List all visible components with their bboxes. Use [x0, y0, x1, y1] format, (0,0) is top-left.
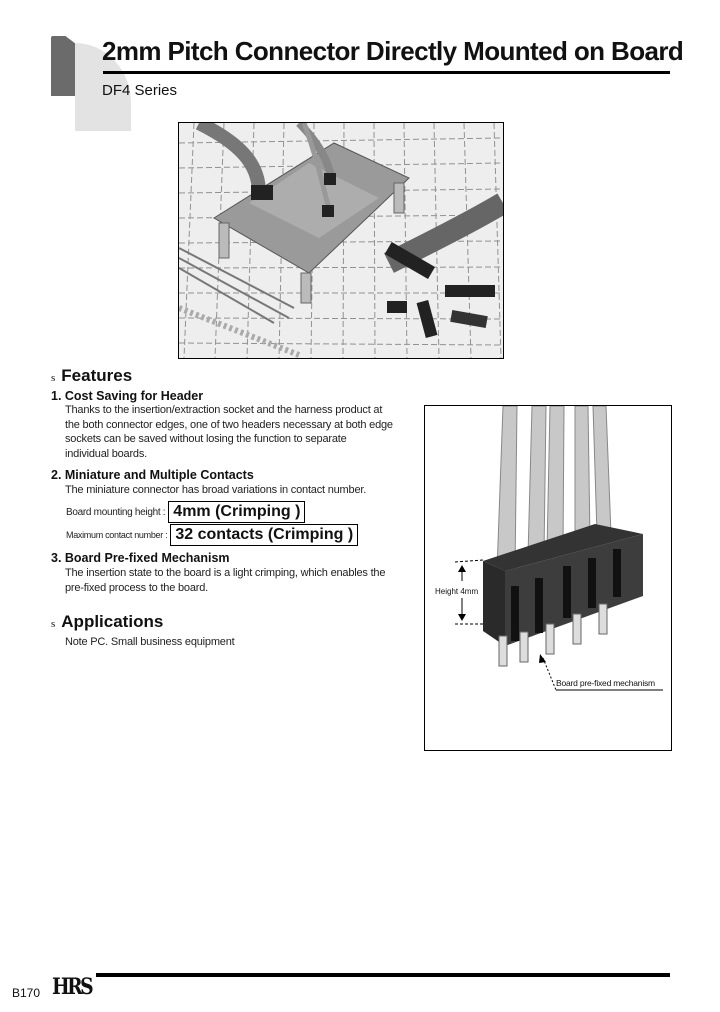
- feature-3-title: 3. Board Pre-fixed Mechanism: [51, 551, 230, 565]
- hrs-logo: HRS: [52, 974, 92, 1000]
- spec-value: 32 contacts (Crimping ): [170, 524, 358, 546]
- spec-label: Board mounting height :: [66, 506, 166, 518]
- title-rule: [103, 71, 670, 74]
- feature-1-body: [65, 403, 415, 461]
- spec-max-contacts: [66, 524, 358, 546]
- feature-1-line: the both connector edges, one of two headers necessary at both edge: [65, 418, 393, 431]
- series-name: DF4 Series: [102, 82, 178, 99]
- features-heading-text: Features: [61, 366, 133, 385]
- feature-3-line: The insertion state to the board is a light crimping, which enables the: [65, 567, 386, 579]
- feature-1-line: sockets can be saved without losing the function to separate: [65, 433, 347, 445]
- page-title: 2mm Pitch Connector Directly Mounted on Board: [102, 36, 684, 66]
- applications-heading: [51, 612, 163, 632]
- connector-figure: [424, 405, 672, 751]
- spec-label: Maximum contact number :: [66, 530, 168, 540]
- footer-rule: [96, 973, 670, 977]
- feature-3-line: pre-fixed process to the board.: [65, 581, 208, 594]
- feature-1-line: individual boards.: [65, 447, 148, 460]
- page-number: B170: [12, 986, 41, 1000]
- mechanism-label: Board pre-fixed mechanism: [556, 678, 655, 688]
- feature-2-title: 2. Miniature and Multiple Contacts: [51, 468, 254, 482]
- product-photo: [178, 122, 504, 359]
- applications-heading-text: Applications: [61, 612, 164, 631]
- feature-3-body: [65, 566, 415, 595]
- height-label: Height 4mm: [435, 587, 479, 596]
- feature-2-body: The miniature connector has broad variations in contact number.: [65, 484, 367, 496]
- spec-mounting-height: [66, 501, 305, 523]
- spec-value: 4mm (Crimping ): [168, 501, 305, 523]
- section-bullet-icon: s: [51, 372, 56, 384]
- applications-text: Note PC. Small business equipment: [65, 636, 235, 648]
- feature-1-line: Thanks to the insertion/extraction socket and the harness product at: [65, 404, 383, 416]
- title-decoration-dark: [51, 36, 75, 96]
- section-bullet-icon: s: [51, 618, 56, 630]
- features-heading: [51, 366, 132, 386]
- feature-1-title: 1. Cost Saving for Header: [51, 389, 204, 403]
